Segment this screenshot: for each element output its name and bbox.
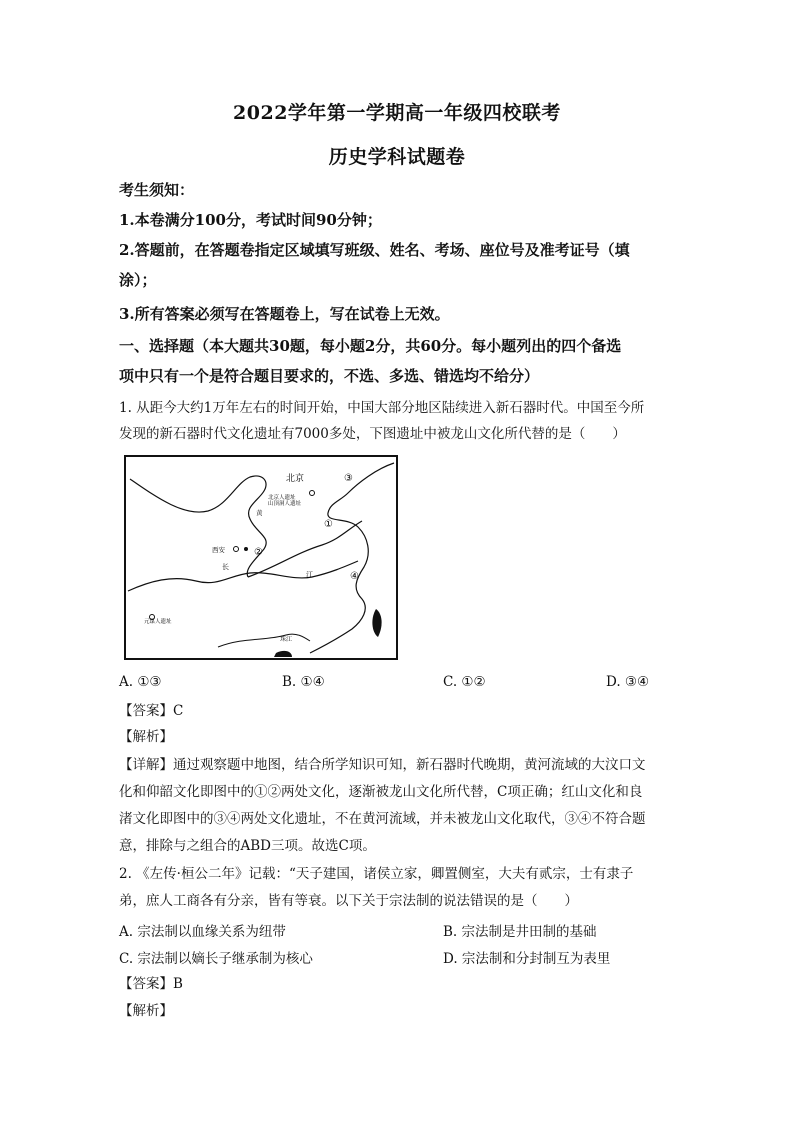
section-heading: 一、选择题（本大题共30题，每小题2分，共60分。每小题列出的四个备选	[119, 337, 622, 355]
q2-option-b: B. 宗法制是井田制的基础	[443, 924, 597, 940]
hainan-island	[274, 651, 292, 657]
exam-title: 2022学年第一学期高一年级四校联考	[233, 102, 561, 124]
q1-option-d: D. ③④	[606, 674, 650, 690]
q2-option-d: D. 宗法制和分封制互为表里	[443, 951, 611, 967]
site-dot	[244, 547, 248, 551]
q2-answer: 【答案】B	[119, 976, 183, 992]
pearl-river	[218, 634, 310, 647]
q2-option-a: A. 宗法制以血缘关系为纽带	[119, 924, 286, 940]
notice-heading: 考生须知：	[119, 181, 195, 199]
notice-item: 1.本卷满分100分，考试时间90分钟；	[119, 211, 382, 229]
notice-item: 涂）；	[119, 271, 157, 289]
neolithic-sites-map	[124, 455, 398, 660]
q1-detail: 化和仰韶文化即图中的①②两处文化，逐渐被龙山文化所代替，C项正确；红山文化和良	[119, 784, 643, 800]
yuanmou-label: 元谋人遗址	[144, 619, 172, 625]
notice-item: 3.所有答案必须写在答题卷上，写在试卷上无效。	[119, 305, 450, 323]
map-drawing	[126, 457, 396, 658]
q2-stem: 2. 《左传·桓公二年》记载：“天子建国，诸侯立家，卿置侧室，大夫有贰宗，士有隶子	[119, 866, 634, 882]
yangtze-label-1: 长	[222, 563, 229, 571]
q1-detail: 【详解】通过观察题中地图，结合所学知识可知，新石器时代晚期，黄河流域的大汶口文	[119, 757, 646, 773]
q2-option-c: C. 宗法制以嫡长子继承制为核心	[119, 951, 313, 967]
yellow-river	[130, 476, 266, 577]
q2-stem-cont: 弟，庶人工商各有分亲，皆有等衰。以下关于宗法制的说法错误的是（ ）	[119, 893, 578, 909]
pearl-river-label: 珠江	[280, 636, 293, 643]
q2-analysis-heading: 【解析】	[119, 1003, 173, 1019]
section-heading-cont: 项中只有一个是符合题目要求的，不选、多选、错选均不给分）	[119, 367, 540, 385]
taiwan-island	[372, 609, 381, 637]
beijing-marker	[310, 491, 315, 496]
notice-item: 2.答题前，在答题卷指定区域填写班级、姓名、考场、座位号及准考证号（填	[119, 241, 630, 259]
q1-option-c: C. ①②	[443, 674, 486, 690]
xian-label: 西安	[212, 546, 225, 554]
q1-detail: 意，排除与之组合的ABD三项。故选C项。	[119, 838, 376, 854]
q1-analysis-heading: 【解析】	[119, 729, 173, 745]
site-3-marker: ③	[344, 473, 353, 484]
shandingdong-label: 山顶洞人遗址	[268, 501, 302, 507]
yangtze-label-2: 江	[306, 571, 313, 579]
q1-detail: 渚文化即图中的③④两处文化遗址，不在黄河流域，并未被龙山文化取代，③④不符合题	[119, 811, 646, 827]
q1-stem: 1. 从距今大约1万年左右的时间开始，中国大部分地区陆续进入新石器时代。中国至今所	[119, 400, 645, 416]
q1-option-a: A. ①③	[119, 674, 162, 690]
yangtze-river	[128, 561, 358, 591]
beijing-label: 北京	[286, 474, 305, 484]
site-1-marker: ①	[324, 519, 333, 530]
q1-option-b: B. ①④	[282, 674, 325, 690]
site-4-marker: ④	[350, 571, 359, 582]
yellow-river-label: 黄	[256, 509, 263, 517]
exam-subtitle: 历史学科试题卷	[328, 146, 466, 168]
q1-stem-cont: 发现的新石器时代文化遗址有7000多处，下图遗址中被龙山文化所代替的是（ ）	[119, 426, 626, 442]
q1-answer: 【答案】C	[119, 703, 184, 719]
site-2-marker: ②	[254, 547, 263, 558]
beijing-site-label: 北京人遗址	[268, 495, 296, 501]
xian-marker	[234, 547, 239, 552]
yellow-river-east	[248, 521, 362, 577]
